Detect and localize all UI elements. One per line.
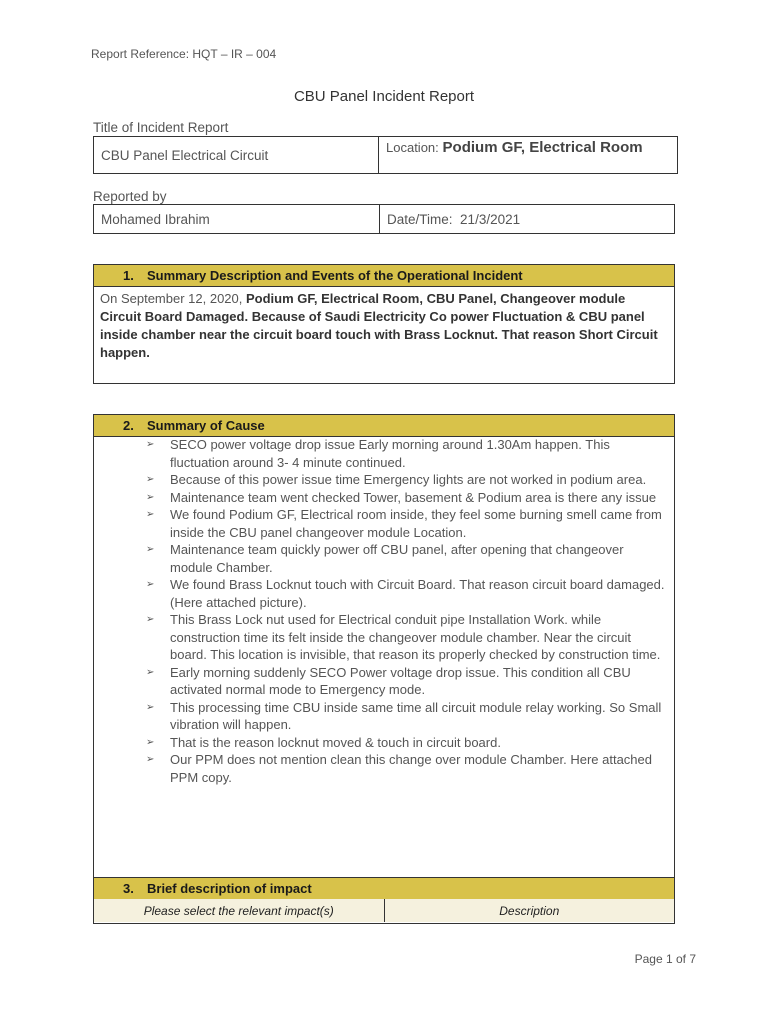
page-number: Page 1 of 7 (634, 952, 696, 966)
incident-title-row (93, 136, 678, 174)
arrow-bullet-icon: ➢ (146, 544, 155, 555)
datetime-value: 21/3/2021 (460, 211, 521, 227)
report-reference: Report Reference: HQT – IR – 004 (91, 47, 277, 61)
list-item: ➢ That is the reason locknut moved & touch in circuit board. (146, 734, 501, 750)
section3-title: Brief description of impact (147, 881, 312, 896)
reported-by-row (93, 204, 675, 234)
list-item: ➢ Because of this power issue time Emergency lights are not worked in podium area. (146, 472, 647, 487)
section2-title: Summary of Cause (147, 418, 265, 433)
page-title: CBU Panel Incident Report (293, 88, 475, 105)
list-item: ➢ We found Brass Locknut touch with Circuit Board. That reason circuit board damaged. (Here attached picture). (146, 577, 665, 610)
section1-intro: On September 12, 2020, (100, 291, 243, 306)
datetime-label: Date/Time: (387, 211, 453, 227)
arrow-bullet-icon: ➢ (146, 736, 155, 748)
arrow-bullet-icon: ➢ (146, 666, 155, 678)
list-item: ➢ Maintenance team went checked Tower, basement & Podium area is there any issue (146, 489, 657, 505)
section3-block (94, 877, 674, 924)
impact-col-select: Please select the relevant impact(s) (143, 903, 334, 918)
section3-number: 3. (123, 881, 134, 896)
arrow-bullet-icon: ➢ (146, 439, 155, 450)
arrow-bullet-icon: ➢ (146, 491, 155, 503)
list-item: ➢ Early morning suddenly SECO Power voltage drop issue. This condition all CBU activated normal mode to Emergency mode. (146, 664, 631, 697)
list-item: ➢ SECO power voltage drop issue Early morning around 1.30Am happen. This fluctuation around 3- 4 minute continued. (146, 437, 610, 470)
section2-box (93, 414, 675, 924)
section1-number: 1. (123, 268, 134, 283)
impact-col-description: Description (384, 899, 675, 922)
reported-by-label: Reported by (93, 189, 167, 204)
section1-bold-text: Podium GF, Electrical Room, CBU Panel, Changeover module Circuit Board Damaged. Because of Saudi Electricity Co power Fluctuation & CBU panel inside chamber near the circuit board touch with Brass Locknut. That reason Short Circuit happen. (100, 291, 658, 360)
section1-paragraph (94, 287, 674, 362)
datetime-cell (379, 205, 674, 233)
incident-title-label: Title of Incident Report (93, 120, 229, 135)
arrow-bullet-icon: ➢ (146, 701, 155, 713)
cause-list (94, 436, 674, 786)
arrow-bullet-icon: ➢ (146, 754, 155, 765)
list-item: ➢ Our PPM does not mention clean this change over module Chamber. Here attached PPM copy. (146, 752, 652, 785)
list-item: ➢ This processing time CBU inside same time all circuit module relay working. So Small vibration will happen. (146, 699, 662, 732)
list-item: ➢ Maintenance team quickly power off CBU panel, after opening that changeover module Chamber. (146, 542, 624, 575)
incident-title-value: CBU Panel Electrical Circuit (101, 147, 269, 163)
list-item: ➢ We found Podium GF, Electrical room inside, they feel some burning smell came from inside the CBU panel changeover module Location. (146, 507, 662, 540)
arrow-bullet-icon: ➢ (146, 509, 155, 520)
location-cell (378, 137, 677, 173)
impact-table-header (94, 899, 674, 922)
list-item: ➢ This Brass Lock nut used for Electrical conduit pipe Installation Work. while construction time its felt inside the changeover module chamber. Near the circuit board. This location is invisible, that reason its properly checked by construction time. (146, 612, 661, 662)
section1-title: Summary Description and Events of the Operational Incident (147, 268, 523, 283)
location-label: Location: (386, 140, 439, 155)
section2-heading (94, 415, 674, 437)
arrow-bullet-icon: ➢ (146, 614, 155, 625)
arrow-bullet-icon: ➢ (146, 579, 155, 590)
section1-heading (94, 265, 674, 287)
location-value: Podium GF, Electrical Room (442, 139, 643, 156)
arrow-bullet-icon: ➢ (146, 474, 155, 485)
section1-box (93, 264, 675, 384)
reported-by-value: Mohamed Ibrahim (101, 211, 210, 227)
section2-number: 2. (123, 418, 134, 433)
section3-heading (94, 878, 674, 900)
